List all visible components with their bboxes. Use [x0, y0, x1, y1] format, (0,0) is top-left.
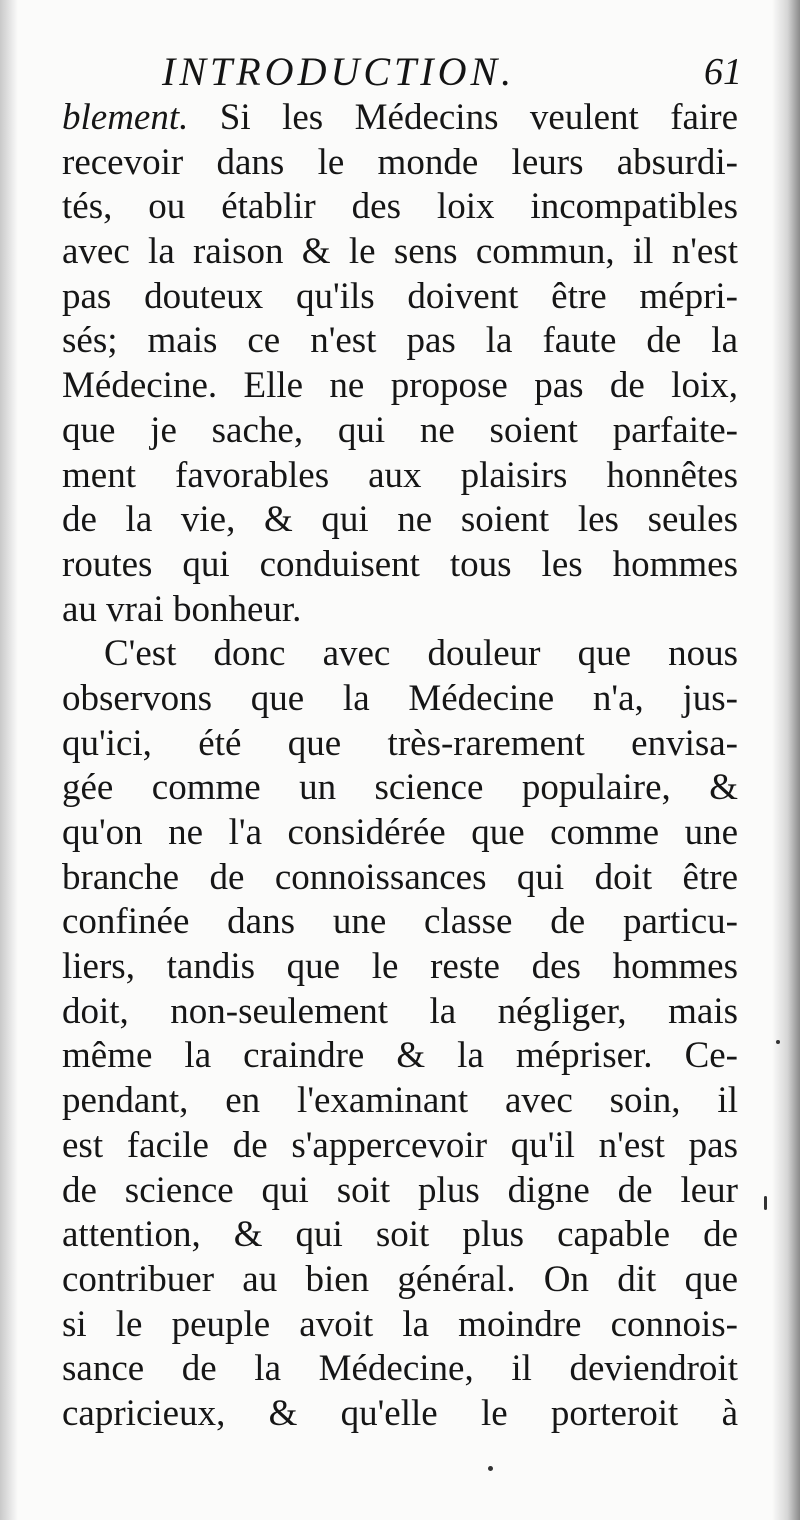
text-line-indented: C'est donc avec douleur que nous: [104, 633, 738, 675]
page-number: 61: [704, 51, 742, 93]
page-gutter-shadow: [0, 0, 18, 1520]
text-line-rest: Si les Médecins veulent faire: [188, 97, 738, 138]
text-line: Médecine. Elle ne propose pas de loix,: [62, 365, 738, 407]
ink-speck: [764, 1196, 767, 1210]
text-line: liers, tandis que le reste des hommes: [62, 946, 738, 988]
text-line: [62, 96, 738, 141]
text-line: confinée dans une classe de particu-: [62, 901, 738, 943]
text-line: si le peuple avoit la moindre connois-: [62, 1303, 738, 1345]
text-line: de la vie, & qui ne soient les seules: [62, 499, 738, 541]
text-line: qu'ici, été que très-rarement envisa-: [62, 722, 738, 764]
text-line: avec la raison & le sens commun, il n'est: [62, 231, 738, 273]
text-line: tés, ou établir des loix incompatibles: [62, 186, 738, 228]
text-line: est facile de s'appercevoir qu'il n'est pas: [62, 1124, 738, 1166]
text-line: doit, non-seulement la négliger, mais: [62, 990, 738, 1032]
text-line: sés; mais ce n'est pas la faute de la: [62, 320, 738, 362]
text-line: routes qui conduisent tous les hommes: [62, 543, 738, 585]
text-line: attention, & qui soit plus capable de: [62, 1214, 738, 1256]
page-edge-shadow: [772, 0, 800, 1520]
text-line: que je sache, qui ne soient parfaite-: [62, 409, 738, 451]
text-line: ment favorables aux plaisirs honnêtes: [62, 454, 738, 496]
text-line: de science qui soit plus digne de leur: [62, 1169, 738, 1211]
running-title: INTRODUCTION.: [162, 49, 516, 94]
text-line: sance de la Médecine, il deviendroit: [62, 1348, 738, 1390]
page-header: [62, 44, 742, 100]
text-line-italic-start: blement.: [62, 97, 189, 138]
text-line: même la craindre & la mépriser. Ce-: [62, 1035, 738, 1077]
ink-speck: [488, 1466, 493, 1471]
body-text: [62, 96, 738, 1437]
text-line: pendant, en l'examinant avec soin, il: [62, 1080, 738, 1122]
text-line: branche de connoissances qui doit être: [62, 856, 738, 898]
text-line: recevoir dans le monde leurs absurdi-: [62, 141, 738, 183]
text-line: capricieux, & qu'elle le porteroit à: [62, 1392, 738, 1434]
text-line: au vrai bonheur.: [62, 588, 302, 630]
text-line: qu'on ne l'a considérée que comme une: [62, 812, 738, 853]
ink-speck: [776, 1040, 780, 1044]
text-line: observons que la Médecine n'a, jus-: [62, 677, 738, 719]
text-line: gée comme un science populaire, &: [62, 767, 738, 809]
text-line: pas douteux qu'ils doivent être mépri-: [62, 275, 738, 317]
text-line: contribuer au bien général. On dit que: [62, 1258, 738, 1300]
